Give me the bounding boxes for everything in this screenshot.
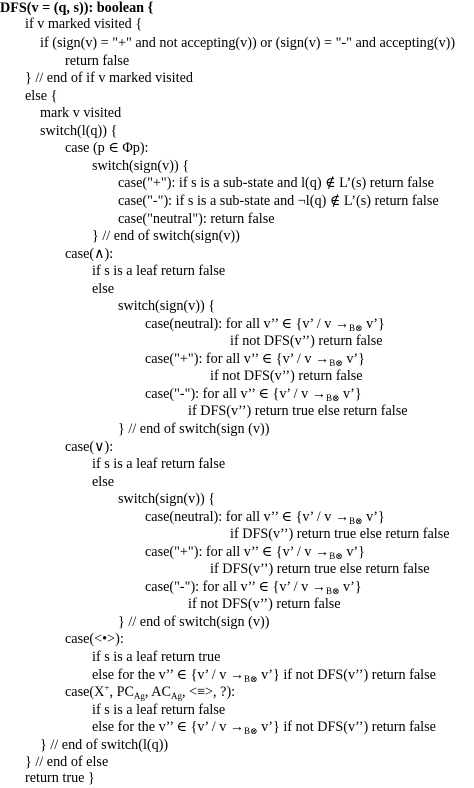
code-line: if s is a leaf return false	[92, 456, 226, 472]
code-line: case("neutral"): return false	[118, 211, 275, 227]
code-line: case(∧):	[65, 246, 114, 262]
code-line: if not DFS(v’’) return false	[230, 333, 383, 349]
code-line: else for the v’’ ∈ {v’ / $v \to_{B\otimes}$ v’} if not DFS(v’’) return false	[92, 719, 436, 736]
code-line: case("-"): for all v’’ ∈ {v’ / $v \to_{B\otimes}$ v’}	[145, 386, 362, 403]
code-line: switch(l(q)) {	[40, 123, 118, 139]
code-line: case(neutral): for all v’’ ∈ {v’ / $v \to_{B\otimes}$ v’}	[145, 316, 385, 333]
code-line: switch(sign(v)) {	[92, 158, 190, 174]
code-line: return false	[65, 53, 130, 69]
code-line: } // end of switch(l(q))	[40, 737, 169, 753]
code-line: case("+"): if s is a sub-state and l(q) ∉ L’(s) return false	[118, 175, 434, 191]
code-line: case(X+, $PC_{Ag}$, $AC_{Ag}$, <≡>, ?):	[65, 683, 236, 701]
code-line: } // end of else	[25, 754, 109, 770]
code-line: else {	[25, 88, 58, 104]
code-line: case(∨):	[65, 439, 114, 455]
code-line: if s is a leaf return true	[92, 649, 221, 665]
code-line: if not DFS(v’’) return false	[188, 596, 341, 612]
code-line: if s is a leaf return false	[92, 702, 226, 718]
code-line: } // end of switch(sign (v))	[118, 614, 270, 630]
code-line: case("-"): for all v’’ ∈ {v’ / $v \to_{B\otimes}$ v’}	[145, 579, 362, 596]
code-line: if DFS(v’’) return true else return false	[230, 526, 450, 542]
code-line: case(neutral): for all v’’ ∈ {v’ / $v \to_{B\otimes}$ v’}	[145, 509, 385, 526]
code-line: if s is a leaf return false	[92, 263, 226, 279]
code-line: case("+"): for all v’’ ∈ {v’ / $v \to_{B\otimes}$ v’}	[145, 351, 365, 368]
code-line: else	[92, 474, 115, 490]
code-line: } // end of if v marked visited	[25, 70, 193, 86]
function-header: DFS(v = (q, s)): boolean {	[0, 0, 154, 16]
code-line: else for the v’’ ∈ {v’ / $v \to_{B\otimes}$ v’} if not DFS(v’’) return false	[92, 667, 436, 684]
code-line: mark v visited	[40, 105, 122, 121]
code-line: return true }	[25, 770, 95, 786]
code-line: switch(sign(v)) {	[118, 298, 216, 314]
code-line: case("-"): if s is a sub-state and ¬l(q) ∉ L’(s) return false	[118, 193, 439, 209]
code-line: } // end of switch(sign (v))	[118, 421, 270, 437]
code-line: switch(sign(v)) {	[118, 491, 216, 507]
code-line: case(<•>):	[65, 631, 124, 647]
code-line: } // end of switch(sign(v))	[92, 228, 240, 244]
code-line: if DFS(v’’) return true else return false	[210, 561, 430, 577]
code-line: if (sign(v) = "+" and not accepting(v)) or (sign(v) = "-" and accepting(v))	[40, 35, 456, 51]
code-line: else	[92, 281, 115, 297]
code-line: if DFS(v’’) return true else return false	[188, 403, 408, 419]
code-line: case (p ∈ Φp):	[65, 140, 149, 156]
code-line: if not DFS(v’’) return false	[210, 368, 363, 384]
code-line: if v marked visited {	[25, 16, 143, 32]
code-line: case("+"): for all v’’ ∈ {v’ / $v \to_{B\otimes}$ v’}	[145, 544, 365, 561]
